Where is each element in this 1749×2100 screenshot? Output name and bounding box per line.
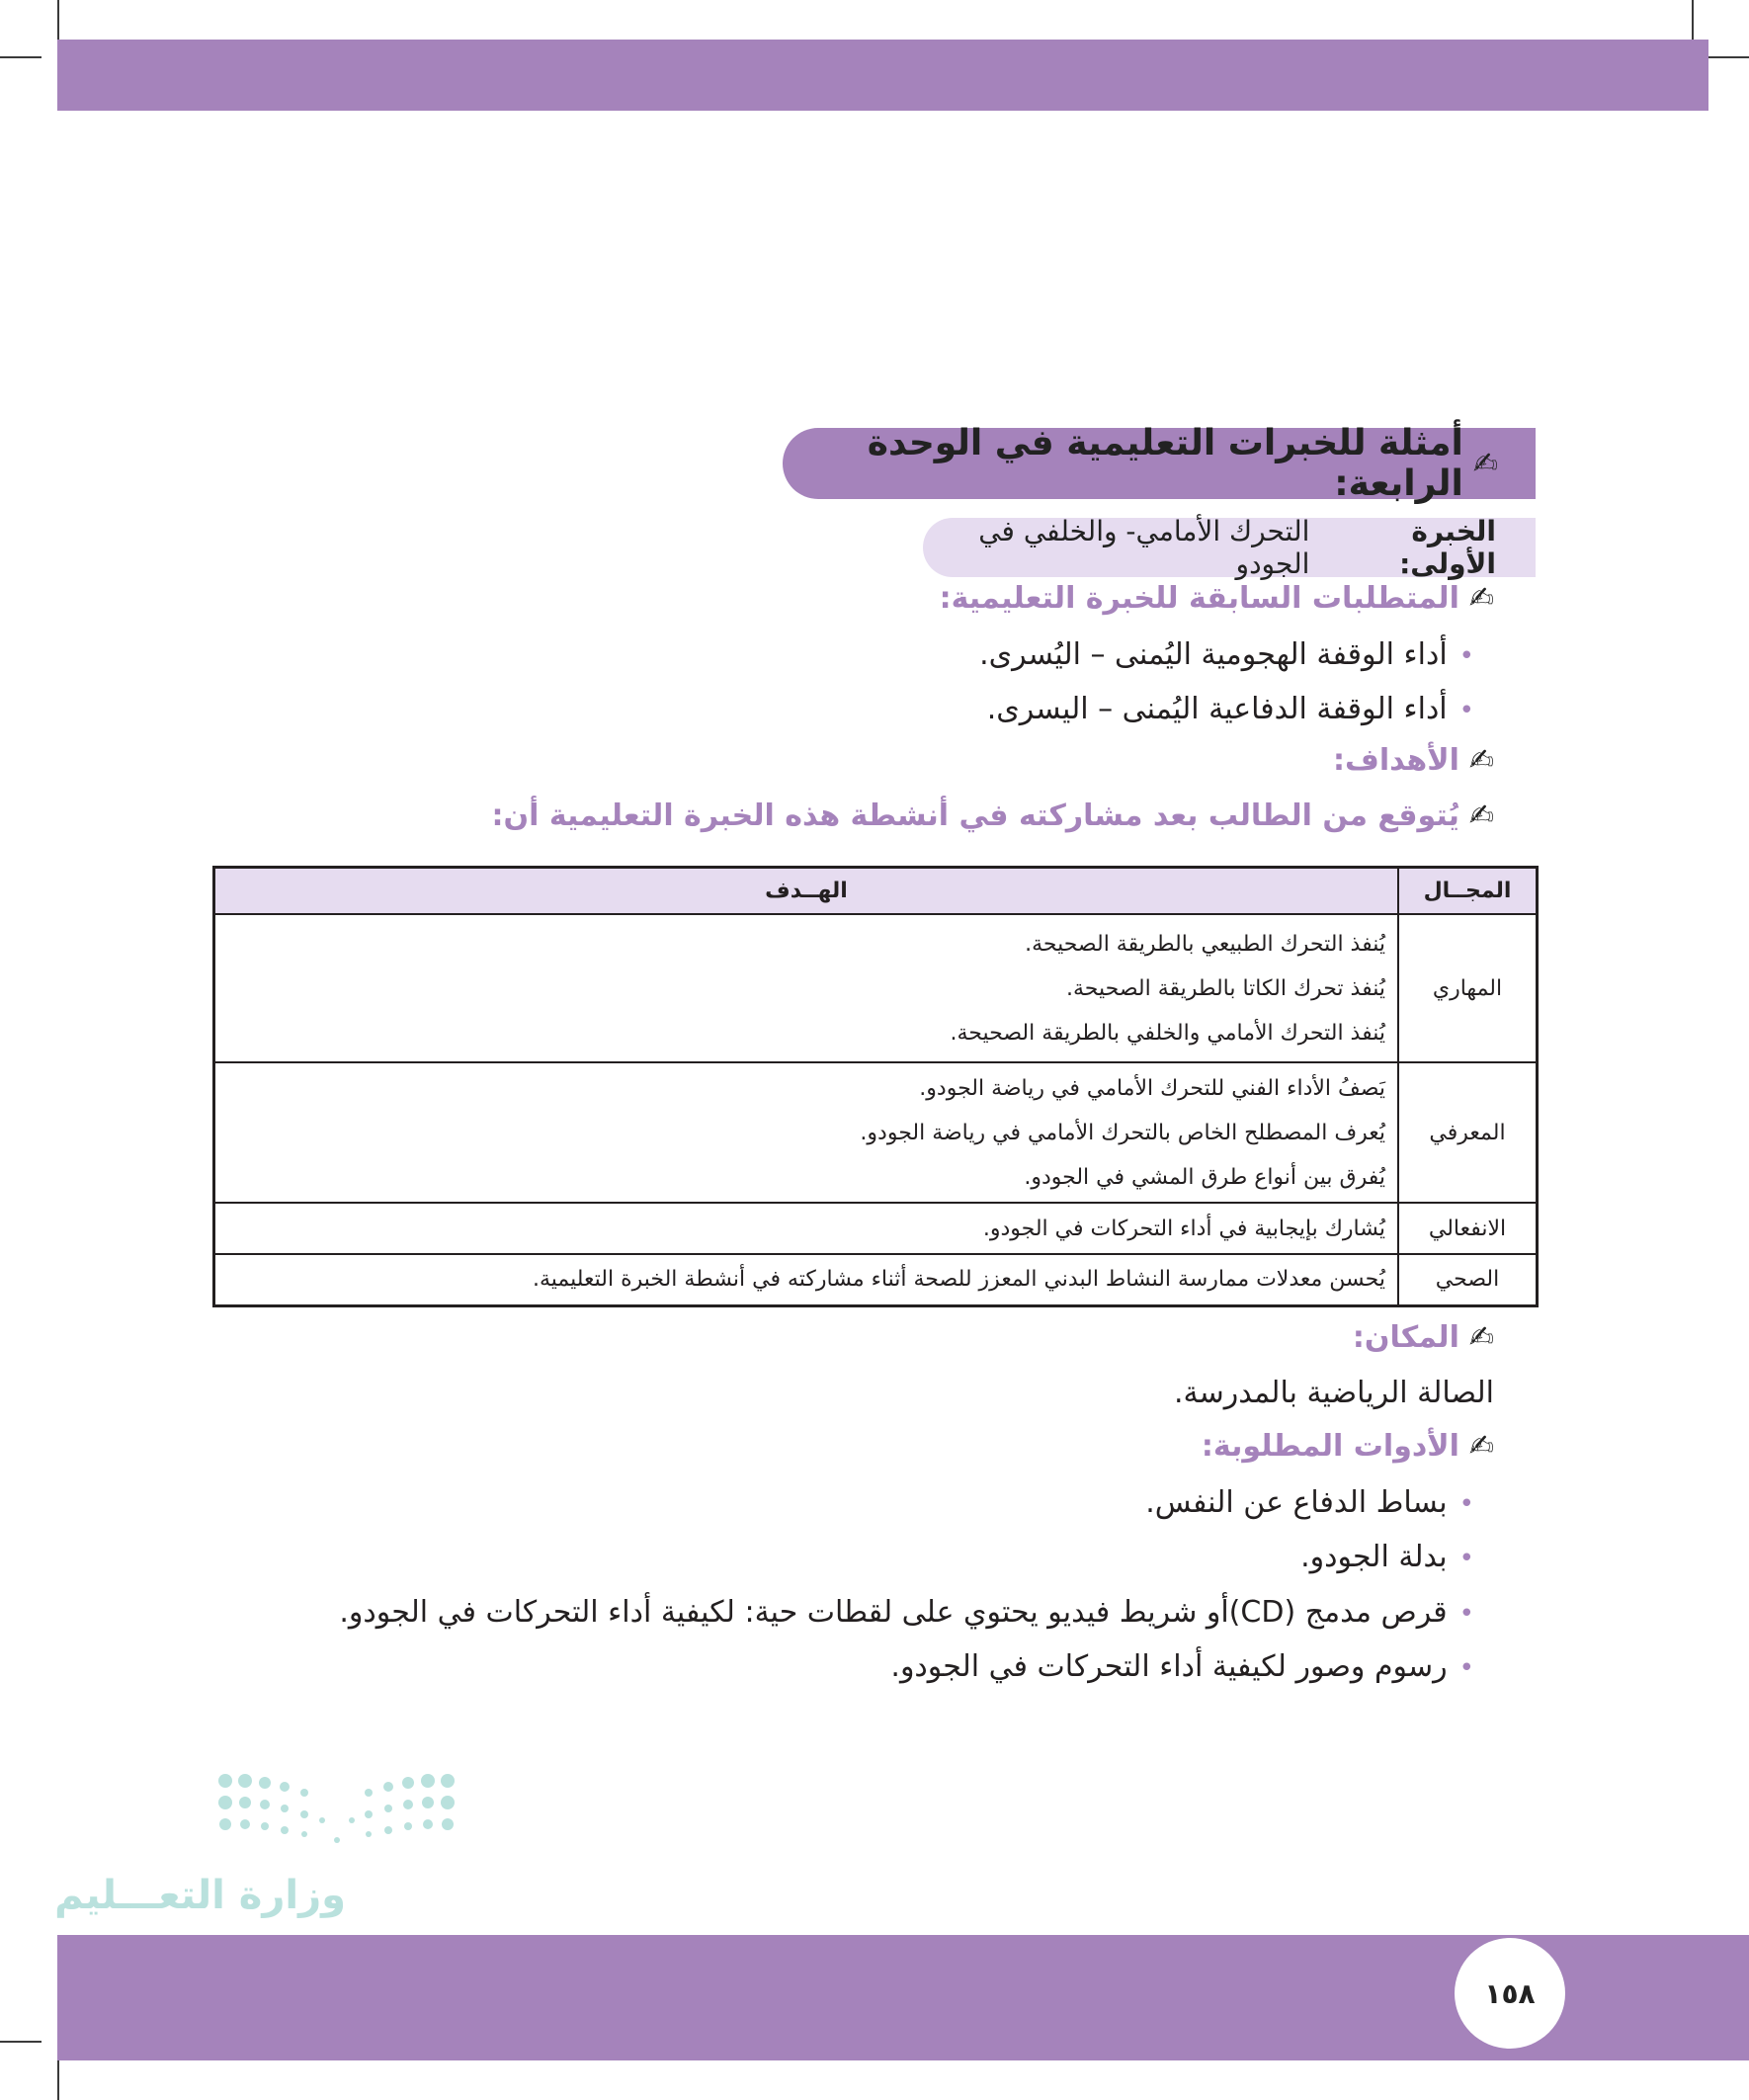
pen-icon: ✍ — [1468, 1429, 1494, 1464]
objectives-heading-text: الأهداف: — [1332, 743, 1459, 778]
bullet-dot-icon: • — [1458, 641, 1474, 671]
crop-mark — [0, 56, 42, 58]
pen-icon: ✍ — [1472, 446, 1498, 481]
tool-item: •قرص مدمج (CD)أو شريط فيديو يحتوي على لقطات حية: لكيفية أداء التحركات في الجودو. — [339, 1595, 1474, 1630]
domain-cell: الصحي — [1398, 1254, 1538, 1305]
tools-heading-text: الأدوات المطلوبة: — [1201, 1429, 1459, 1464]
domain-cell: الانفعالي — [1398, 1203, 1538, 1254]
section-title: أمثلة للخبرات التعليمية في الوحدة الرابعة: — [867, 423, 1463, 504]
prerequisite-item: •أداء الوقفة الهجومية اليُمنى – اليُسرى. — [979, 637, 1474, 672]
pen-icon: ✍ — [1468, 581, 1494, 616]
goal-item: يُنفذ تحرك الكاتا بالطريقة الصحيحة. — [1066, 975, 1385, 1001]
goal-cell — [214, 1203, 1399, 1254]
place-heading — [1353, 1320, 1494, 1355]
pen-icon: ✍ — [1468, 798, 1494, 833]
domain-cell: المهاري — [1398, 914, 1538, 1062]
place-heading-text: المكان: — [1352, 1320, 1459, 1355]
prerequisites-heading-text: المتطلبات السابقة للخبرة التعليمية: — [939, 581, 1459, 616]
bullet-dot-icon: • — [1458, 1653, 1474, 1683]
section-title-banner — [783, 423, 1536, 504]
goals-table — [212, 866, 1539, 1307]
bullet-dot-icon: • — [1458, 1599, 1474, 1629]
ministry-logo-text: وزارة التعـــليم — [54, 1873, 346, 1918]
crop-mark — [57, 0, 59, 40]
pen-icon: ✍ — [1468, 1320, 1494, 1355]
goal-item: يَصفُ الأداء الفني للتحرك الأمامي في رياضة الجودو. — [919, 1075, 1385, 1101]
place-text: الصالة الرياضية بالمدرسة. — [1173, 1376, 1494, 1410]
goal-item: يُحسن معدلات ممارسة النشاط البدني المعزز للصحة أثناء مشاركته في أنشطة الخبرة التعليمية. — [532, 1267, 1385, 1293]
tool-item: •بساط الدفاع عن النفس. — [1145, 1485, 1474, 1520]
page-number: ١٥٨ — [1455, 1938, 1565, 2049]
goal-cell — [214, 1254, 1399, 1305]
experience-label: الخبرة الأولى: — [1399, 515, 1496, 580]
table-row — [214, 914, 1538, 1062]
objectives-heading — [1333, 743, 1494, 778]
header-goal: الهــدف — [214, 868, 1399, 915]
domain-cell: المعرفي — [1398, 1062, 1538, 1203]
table-header-row — [214, 868, 1538, 915]
pen-icon: ✍ — [1468, 743, 1494, 778]
experience-banner — [923, 515, 1536, 580]
crop-mark — [57, 2060, 59, 2100]
bullet-dot-icon: • — [1458, 1489, 1474, 1519]
tool-item: •رسوم وصور لكيفية أداء التحركات في الجودو. — [890, 1649, 1474, 1684]
bullet-dot-icon: • — [1458, 696, 1474, 725]
goal-item: يُنفذ التحرك الطبيعي بالطريقة الصحيحة. — [1025, 931, 1385, 957]
prerequisites-heading — [940, 581, 1494, 616]
goal-item: يُشارك بإيجابية في أداء التحركات في الجودو. — [982, 1216, 1385, 1241]
header-domain: المجــال — [1398, 868, 1538, 915]
crop-mark — [0, 2041, 42, 2043]
goal-item: يُعرف المصطلح الخاص بالتحرك الأمامي في رياضة الجودو. — [860, 1120, 1385, 1145]
prerequisite-item: •أداء الوقفة الدفاعية اليُمنى – اليسرى. — [986, 692, 1474, 726]
tool-item: •بدلة الجودو. — [1300, 1540, 1474, 1574]
tools-heading — [1202, 1429, 1494, 1464]
goal-cell — [214, 1062, 1399, 1203]
table-row — [214, 1062, 1538, 1203]
crop-mark — [1692, 0, 1694, 40]
bullet-dot-icon: • — [1458, 1544, 1474, 1573]
goal-item: يُنفذ التحرك الأمامي والخلفي بالطريقة الصحيحة. — [950, 1020, 1385, 1046]
top-color-band — [57, 40, 1708, 111]
table-row — [214, 1254, 1538, 1305]
experience-title: التحرك الأمامي- والخلفي في الجودو — [978, 515, 1310, 580]
objectives-subheading-text: يُتوقع من الطالب بعد مشاركته في أنشطة هذه الخبرة التعليمية أن: — [491, 798, 1459, 833]
objectives-subheading — [492, 798, 1495, 833]
goal-item: يُفرق بين أنواع طرق المشي في الجودو. — [1024, 1164, 1385, 1190]
goal-cell — [214, 914, 1399, 1062]
table-row — [214, 1203, 1538, 1254]
